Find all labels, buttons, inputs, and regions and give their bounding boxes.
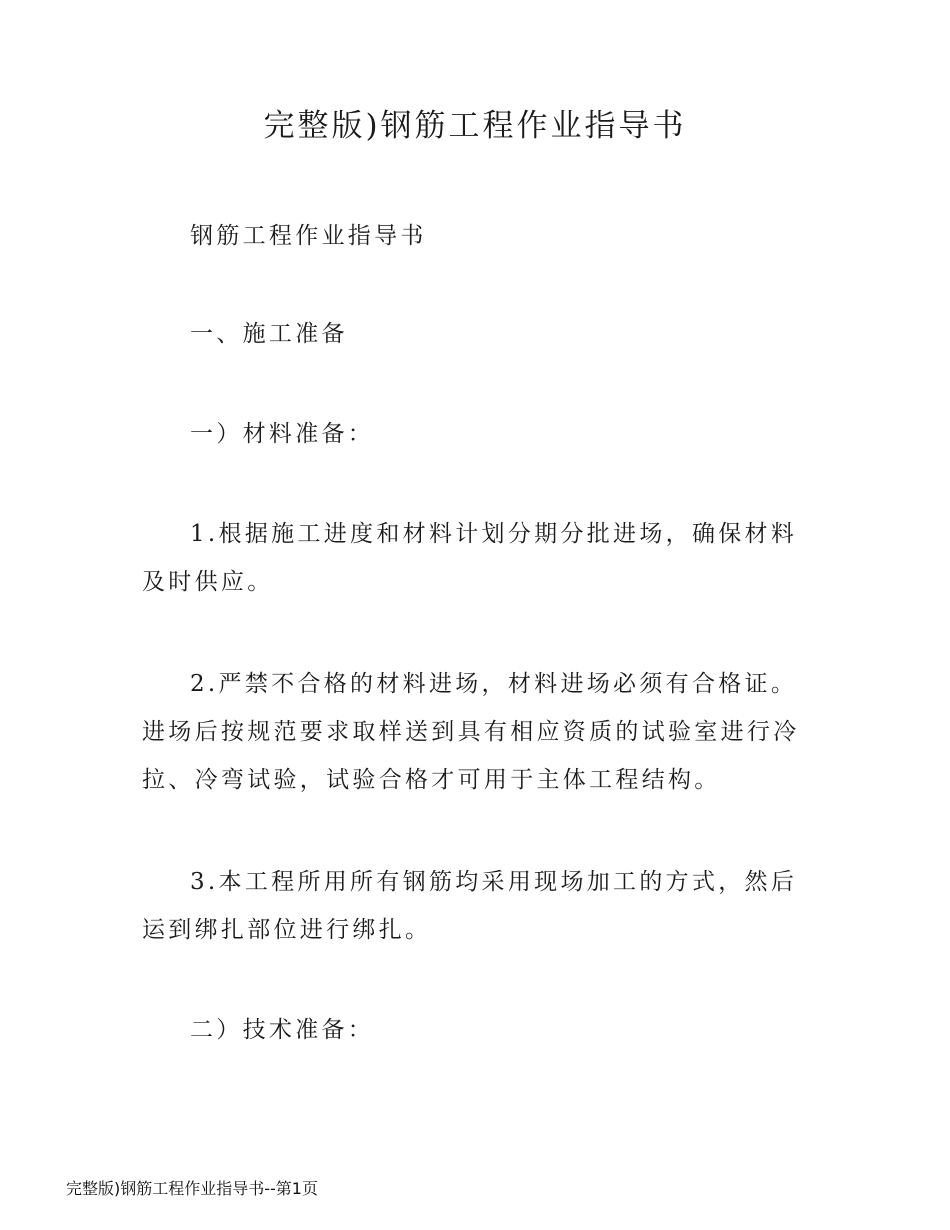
page-footer: 完整版)钢筋工程作业指导书--第1页	[66, 1179, 318, 1198]
paragraph-subtitle: 钢筋工程作业指导书	[190, 223, 427, 249]
paragraph-subsection-technical: 二）技术准备：	[190, 1017, 375, 1043]
paragraph-item-1: 1.根据施工进度和材料计划分期分批进场，确保材料及时供应。	[142, 521, 798, 595]
paragraph-item-3: 3.本工程所用所有钢筋均采用现场加工的方式，然后运到绑扎部位进行绑扎。	[142, 869, 798, 943]
document-title: 完整版)钢筋工程作业指导书	[263, 108, 687, 144]
paragraph-subsection-materials: 一）材料准备：	[190, 421, 375, 447]
paragraph-item-2: 2.严禁不合格的材料进场，材料进场必须有合格证。进场后按规范要求取样送到具有相应资质的试验室进行冷拉、冷弯试验，试验合格才可用于主体工程结构。	[142, 671, 800, 793]
paragraph-section-heading: 一、施工准备	[190, 321, 348, 347]
